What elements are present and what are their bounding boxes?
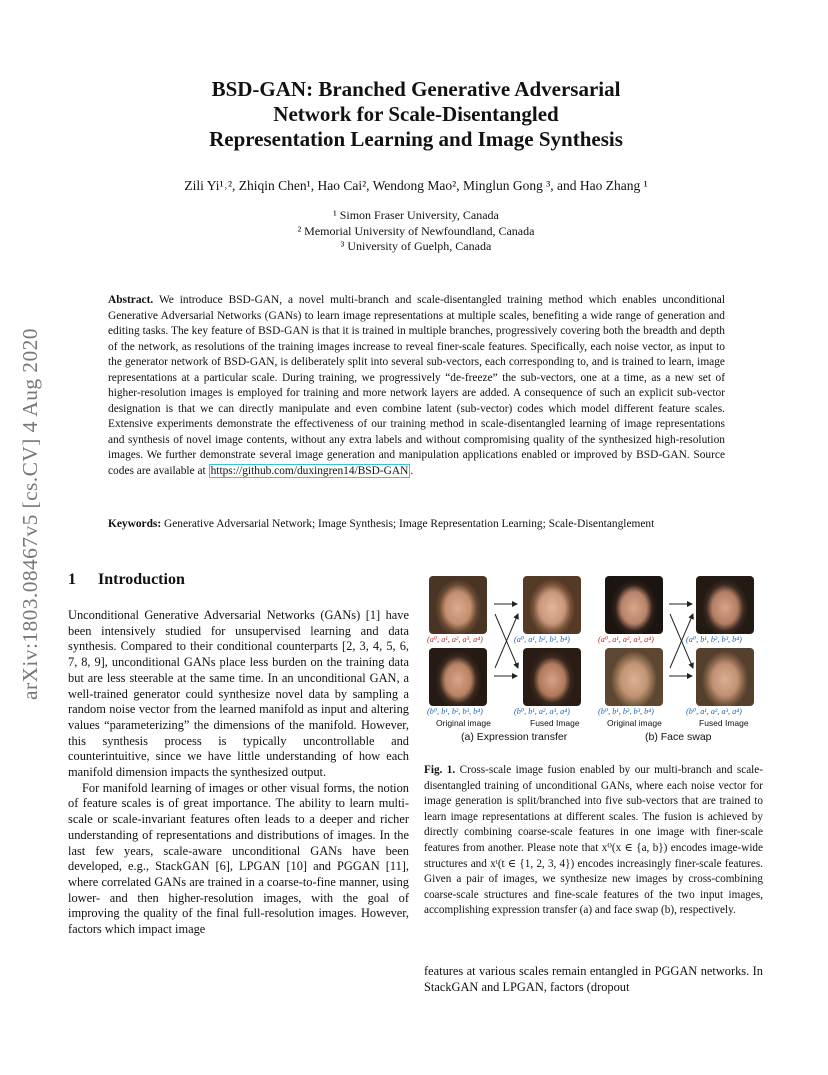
caption-label: Fig. 1. <box>424 764 456 776</box>
title-line: Network for Scale-Disentangled <box>273 102 559 126</box>
subfigure-a-label: (a) Expression transfer <box>461 731 568 743</box>
figure-label-original: Original image <box>436 718 491 728</box>
latent-vector-label: (a⁰, a¹, b², b³, b⁴) <box>514 635 570 644</box>
caption-text: Cross-scale image fusion enabled by our multi-branch and scale-disentangled training of unconditional GANs, where each noise vector for image generation is split/branched into five sub-vectors that are trained to learn image representations at different scales. The fusion is achieved by directly combining coarse-scale features in one image with finer-scale features from another. Please note that x⁰(x ∈ {a, b}) encodes image-wide structures and xᵗ(t ∈ {1, 2, 3, 4}) encodes increasingly finer-scale features. Given a pair of images, we synthesize new images by cross-combining coarse-scale structures and fine-scale features of the two input images, accomplishing expression transfer (a) and face swap (b), respectively. <box>424 764 763 917</box>
intro-paragraph: For manifold learning of images or other visual forms, the notion of feature scales is of great importance. The ability to learn multi-scale or scale-invariant features often leads to a deeper and richer understanding of representations and distributions of images. In the last few years, scale-aware unconditional GANs have been developed, e.g., StackGAN [6], LPGAN [10] and PGGAN [11], where correlated GANs are trained in a coarse-to-fine manner, using lower- and then higher-resolution images, with the goal of improving the quality of the final full-resolution images. However, factors which impact image <box>68 780 409 937</box>
affiliations <box>120 208 712 255</box>
latent-vector-label: (b⁰, b¹, b², b³, b⁴) <box>427 707 483 716</box>
latent-vector-label: (b⁰, b¹, a², a³, a⁴) <box>514 707 570 716</box>
abstract-text: We introduce BSD-GAN, a novel multi-branch and scale-disentangled training method which enables unconditional Generative Adversarial Networks (GANs) to learn image representations at multiple scales, benefiting a wide range of generation and editing tasks. The key feature of BSD-GAN is that it is trained in multiple branches, progressively covering both the breadth and depth of the network, as resolutions of the training images increase to reveal finer-scale features. Specifically, each noise vector, as input to the generator network of BSD-GAN, is deliberately split into several sub-vectors, each corresponding to, and is trained to learn, image representations at a particular scale. During training, we progressively “de-freeze” the sub-vectors, one at a time, as a new set of higher-resolution images is employed for training and more network layers are added. A consequence of such an explicit sub-vector designation is that we can directly manipulate and even combine latent (sub-vector) codes which model different feature scales. Extensive experiments demonstrate the effectiveness of our training method in scale-disentangled learning of image representations and synthesis of novel image contents, without any extra labels and without compromising quality of the synthesized high-resolution images. We further demonstrate several image generation and manipulation applications enabled or improved by BSD-GAN. Source codes are available at <box>108 294 725 477</box>
title-line: BSD-GAN: Branched Generative Adversarial <box>211 77 621 101</box>
figure-label-fused: Fused Image <box>699 718 749 728</box>
paper-title <box>120 77 712 152</box>
right-column-text: features at various scales remain entangled in PGGAN networks. In StackGAN and LPGAN, factors (dropout <box>424 964 763 994</box>
affiliation: ² Memorial University of Newfoundland, Canada <box>297 223 535 238</box>
keywords <box>108 517 725 533</box>
keywords-text: Generative Adversarial Network; Image Synthesis; Image Representation Learning; Scale-Disentanglement <box>164 518 655 530</box>
affiliation: ¹ Simon Fraser University, Canada <box>333 208 499 222</box>
latent-vector-label: (a⁰, b¹, b², b³, b⁴) <box>686 635 742 644</box>
figure-1 <box>424 568 763 748</box>
abstract-label: Abstract. <box>108 294 154 306</box>
authors: Zili Yi¹˒², Zhiqin Chen¹, Hao Cai², Wendong Mao², Minglun Gong ³, and Hao Zhang ¹ <box>184 178 648 193</box>
title-line: Representation Learning and Image Synthesis <box>209 127 623 151</box>
section-title: Introduction <box>98 571 185 588</box>
subfigure-b-label: (b) Face swap <box>645 731 712 743</box>
figure-label-original: Original image <box>607 718 662 728</box>
latent-vector-label: (a⁰, a¹, a², a³, a⁴) <box>427 635 483 644</box>
arxiv-stamp: arXiv:1803.08467v5 [cs.CV] 4 Aug 2020 <box>18 328 42 700</box>
keywords-label: Keywords: <box>108 518 162 530</box>
section-heading <box>68 571 185 589</box>
source-code-link[interactable]: https://github.com/duxingren14/BSD-GAN <box>210 464 409 477</box>
intro-column <box>68 608 409 938</box>
affiliation: ³ University of Guelph, Canada <box>340 239 492 253</box>
figure-label-fused: Fused Image <box>530 718 580 728</box>
latent-vector-label: (b⁰, a¹, a², a³, a⁴) <box>686 707 742 716</box>
figure-caption <box>424 763 763 919</box>
intro-paragraph: Unconditional Generative Adversarial Networks (GANs) [1] have been intensively studied for unsupervised learning and data synthesis. Compared to their conditional counterparts [2, 3, 4, 5, 6, 7, 8, 9], unconditional GANs place less burden on the training data but are less steerable at the same time. In an unconditional GAN, a well-trained generator could synthesize novel data by sampling a random noise vector from the learned manifold as input and altering values “parameterizing” the dimensions of the manifold. However, this synthesis process is typically uncontrollable and counterintuitive, since we have little understanding of how each manifold dimension impacts the synthesized output. <box>68 608 409 780</box>
section-number: 1 <box>68 571 76 588</box>
latent-vector-label: (a⁰, a¹, a², a³, a⁴) <box>598 635 654 644</box>
abstract: Abstract. We introduce BSD-GAN, a novel multi-branch and scale-disentangled training method which enables unconditional Generative Adversarial Networks (GANs) to learn image representations at multiple scales, benefiting a wide range of generation and editing tasks. The key feature of BSD-GAN is that it is trained in multiple branches, progressively covering both the breadth and depth of the network, as resolutions of the training images increase to reveal finer-scale features. Specifically, each noise vector, as input to the generator network of BSD-GAN, is deliberately split into several sub-vectors, each corresponding to, and is trained to learn, image representations at a particular scale. During training, we progressively “de-freeze” the sub-vectors, one at a time, as a new set of higher-resolution images is employed for training and more network layers are added. A consequence of such an explicit sub-vector designation is that we can directly manipulate and even combine latent (sub-vector) codes which model different feature scales. Extensive experiments demonstrate the effectiveness of our training method in scale-disentangled learning of image representations and synthesis of novel image contents, without any extra labels and without compromising quality of the synthesized high-resolution images. We further demonstrate several image generation and manipulation applications enabled or improved by BSD-GAN. Source codes are available at https://github.com/duxingren14/BSD-GAN . <box>108 294 725 477</box>
latent-vector-label: (b⁰, b¹, b², b³, b⁴) <box>598 707 654 716</box>
